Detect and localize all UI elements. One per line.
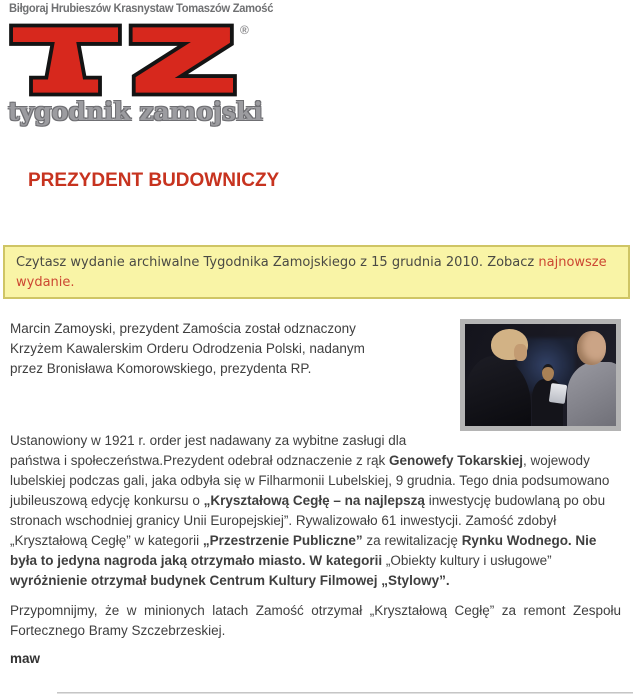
article-title: PREZYDENT BUDOWNICZY	[28, 170, 280, 191]
photo-man-head	[577, 331, 606, 365]
photo-man-figure	[567, 362, 621, 426]
text-segment: , wojewody lubelskiej podczas gali, jaka odbyła się w Filharmonii Lubelskiej, 9 grudnia. Tego dnia podsumowano jubileuszową edycję konkursu o	[10, 453, 610, 508]
main-paragraph	[10, 431, 621, 591]
author-initials: maw	[10, 651, 41, 666]
lead-paragraph: Marcin Zamoyski, prezydent Zamościa został odznaczony Krzyżem Kawalerskim Orderu Odrodzenia Polski, nadanym przez Bronisława Komorowskiego, prezydenta RP.	[10, 321, 365, 376]
archive-notice-box	[3, 245, 630, 299]
registered-trademark-icon: ®	[240, 23, 249, 37]
region-cities-bar: Biłgoraj Hrubieszów Krasnystaw Tomaszów Zamość	[9, 3, 274, 15]
text-segment-bold: „Kryształową Cegłę – na najlepszą	[203, 493, 425, 508]
text-segment-bold: Genowefy Tokarskiej	[388, 453, 524, 468]
archive-notice-text: Czytasz wydanie archiwalne Tygodnika Zamojskiego z 15 grudnia 2010. Zobacz	[16, 255, 539, 270]
photo-award-highlight	[549, 383, 567, 404]
text-segment-bold: „Przestrzenie Publiczne”	[202, 533, 363, 548]
text-segment: za rewitalizację	[362, 533, 462, 548]
closing-paragraph: Przypomnijmy, że w minionych latach Zamość otrzymał „Kryształową Cegłę” za remont Zespołu Fortecznego Bramy Szczebrzeskiej.	[10, 603, 621, 638]
article-photo	[460, 319, 621, 431]
logo-tygodnik-zamojski[interactable]	[8, 22, 268, 125]
text-segment: „Obiekty kultury i usługowe”	[385, 553, 552, 568]
article-body	[10, 319, 621, 669]
latest-issue-link[interactable]: najnowsze wydanie.	[16, 255, 607, 290]
logo-tagline: tygodnik zamojski	[8, 97, 263, 126]
photo-woman-face	[514, 344, 527, 361]
photo-middle-head	[542, 364, 554, 381]
text-segment-bold: Rynku Wodnego. Nie była to jedyna nagroda jaką otrzymało miasto. W kategorii	[10, 533, 597, 568]
text-segment: Ustanowiony w 1921 r. order jest nadawany za wybitne zasługi dla państwa i społeczeństwa.Prezydent odebrał odznaczenie z rąk	[10, 433, 407, 468]
tz-logo-icon	[8, 22, 238, 98]
text-segment-bold: wyróżnienie otrzymał budynek Centrum Kultury Filmowej „Stylowy”.	[10, 573, 450, 588]
text-segment: inwestycję budowlaną po obu stronach wschodniej granicy Unii Europejskiej”. Rywalizowało 61 inwestycji. Zamość zdobył „Kryształową Cegłę” w kategorii	[10, 493, 606, 548]
